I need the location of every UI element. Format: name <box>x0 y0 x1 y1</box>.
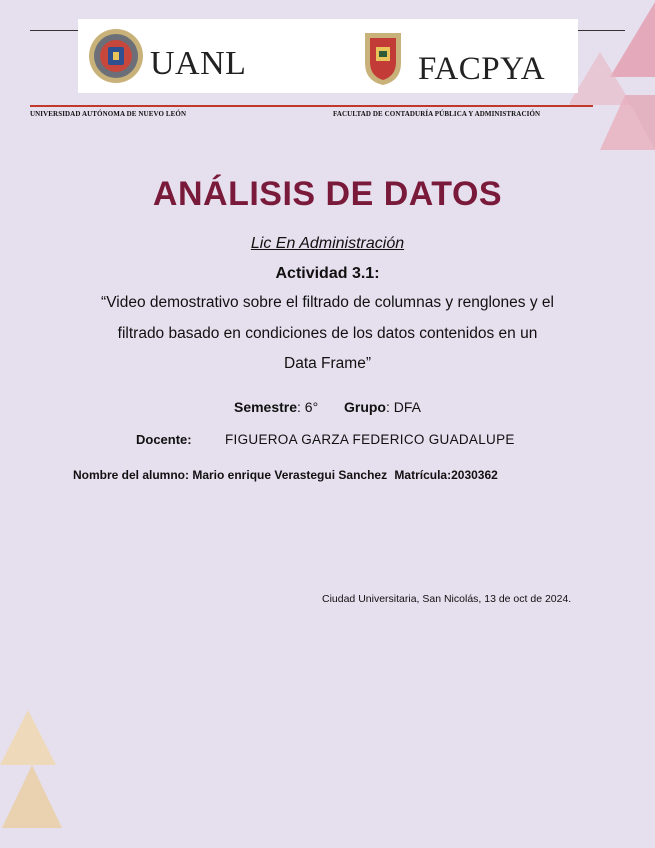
document-title: ANÁLISIS DE DATOS <box>152 175 503 213</box>
decorative-triangles-top-right <box>570 0 655 160</box>
activity-label: Actividad 3.1: <box>275 265 380 282</box>
decorative-triangles-bottom-left <box>0 710 70 835</box>
header-red-rule <box>30 105 593 107</box>
description-line-3: Data Frame” <box>284 355 371 372</box>
uanl-logo-text: UANL <box>150 45 247 82</box>
description-line-2: filtrado basado en condiciones de los datos contenidos en un <box>117 325 538 342</box>
teacher-label: Docente: <box>136 432 192 447</box>
header-rule-right <box>578 30 625 31</box>
place-date: Ciudad Universitaria, San Nicolás, 13 de oct de 2024. <box>322 593 572 605</box>
header-rule-left <box>30 30 78 31</box>
teacher-name: FIGUEROA GARZA FEDERICO GUADALUPE <box>225 432 515 447</box>
semester-label: Semestre <box>233 399 298 415</box>
description-line-1: “Video demostrativo sobre el filtrado de columnas y renglones y el <box>101 294 554 311</box>
faculty-name: FACULTAD DE CONTADURÍA PÚBLICA Y ADMINISTRACIÓN <box>333 110 541 118</box>
uanl-shield-icon <box>88 25 144 87</box>
logo-band <box>78 19 578 93</box>
semester-group-row <box>0 399 655 415</box>
group-value: : DFA <box>385 399 421 415</box>
semester-value: : 6° <box>297 399 319 415</box>
university-name: UNIVERSIDAD AUTÓNOMA DE NUEVO LEÓN <box>30 110 187 118</box>
facpya-shield-icon <box>361 29 405 87</box>
student-matricula: Matrícula:2030362 <box>394 468 498 482</box>
career-label: Lic En Administración <box>250 235 405 252</box>
facpya-logo-text: FACPYA <box>418 51 546 87</box>
student-name: Nombre del alumno: Mario enrique Verastegui Sanchez <box>73 468 388 482</box>
group-label: Grupo <box>343 399 386 415</box>
student-line <box>73 468 498 482</box>
